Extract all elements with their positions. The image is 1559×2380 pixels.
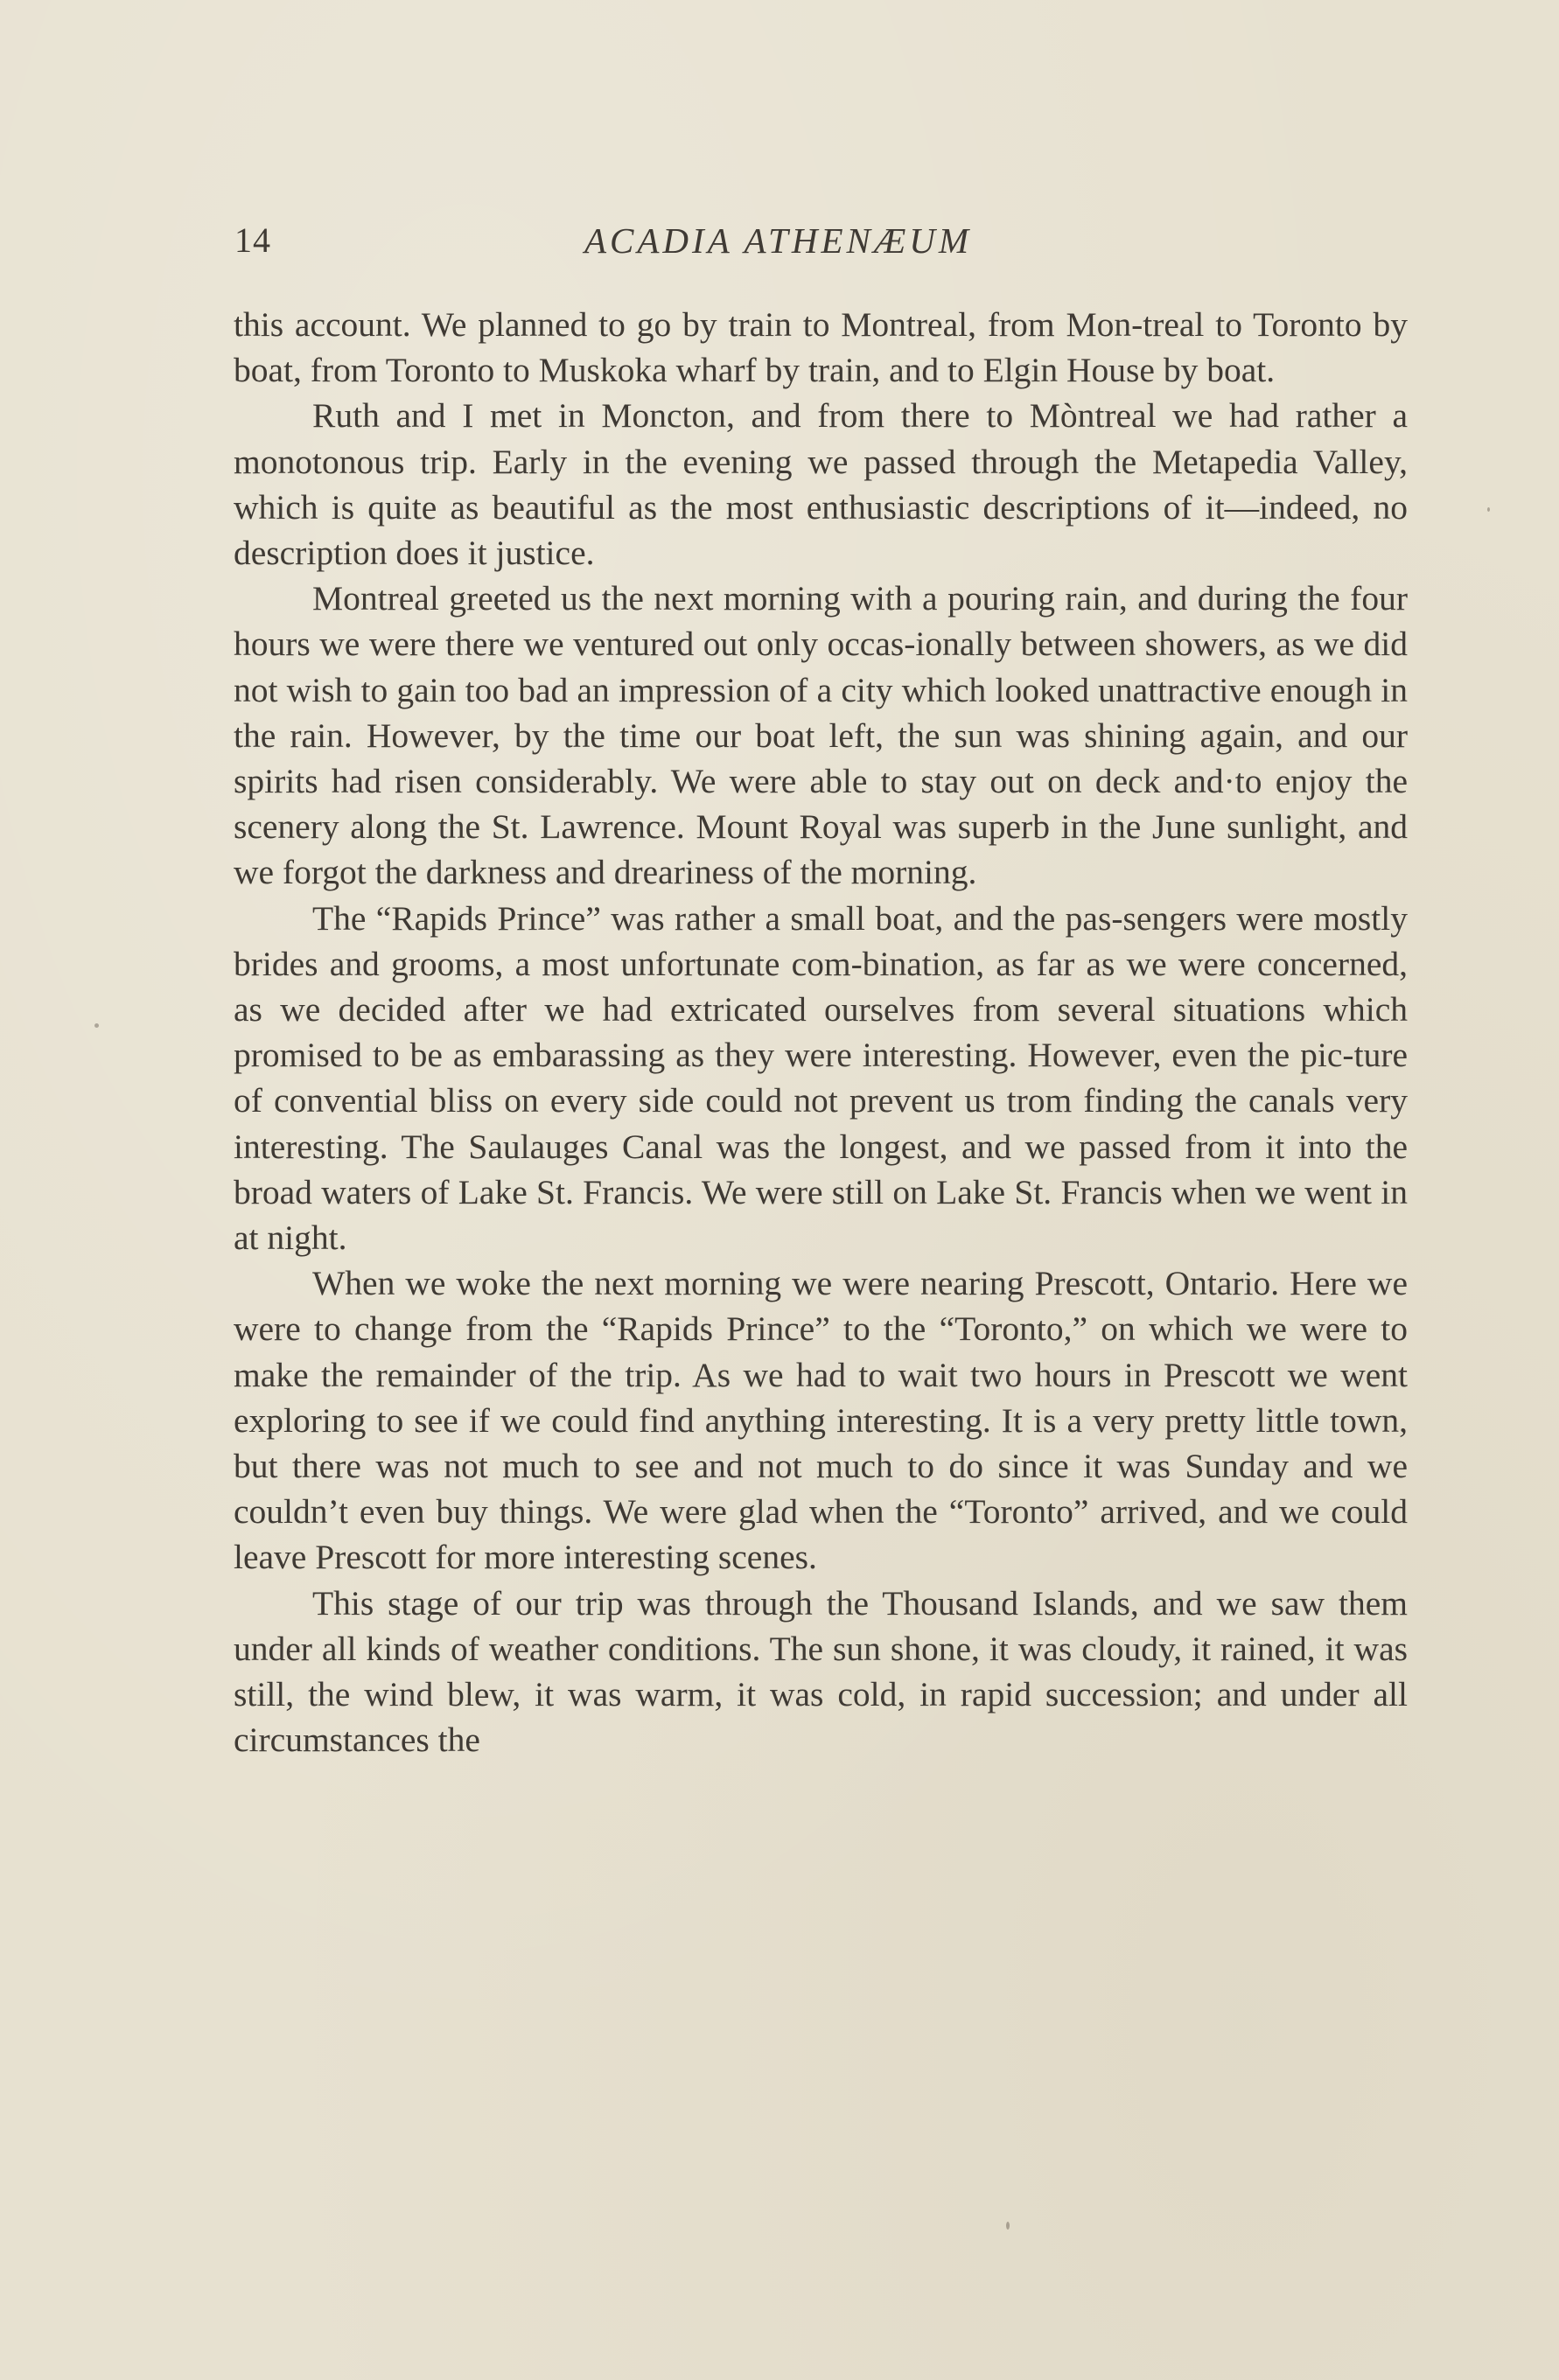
paragraph-1: this account. We planned to go by train to Montreal, from Mon-treal to Toronto by boat, from Toronto to Muskoka wharf by train, and to Elgin House by boat.	[234, 305, 1408, 390]
page-number: 14	[234, 220, 271, 260]
paragraph-6: This stage of our trip was through the Thousand Islands, and we saw them under all kinds of weather conditions. The sun shone, it was cloudy, it rained, it was still, the wind blew, it was warm, it was cold, in rapid succession; and under all circumstances the	[234, 1583, 1408, 1760]
paper-speck	[777, 639, 780, 644]
paragraph-3: Montreal greeted us the next morning with a pouring rain, and during the four hours we were there we ventured out only occas-ionally between showers, as we did not wish to gain too bad an impression of a city which looked unattractive enough in the rain. However, by the time our boat left, the sun was shining again, and our spirits had risen considerably. We were able to stay out on deck and·to enjoy the scenery along the St. Lawrence. Mount Royal was superb in the June sunlight, and we forgot the darkness and dreariness of the morning.	[234, 579, 1408, 892]
body-text	[234, 302, 1408, 1763]
page-header	[234, 214, 1407, 267]
paper-speck	[1487, 507, 1490, 512]
paragraph-4: The “Rapids Prince” was rather a small boat, and the pas-sengers were mostly brides and grooms, a most unfortunate com-bination, as far as we were concerned, as we decided after we had extricated ourselves from several situations which promised to be as embarassing as they were interesting. However, even the pic-ture of convential bliss on every side could not prevent us trom finding the canals very interesting. The Saulauges Canal was the longest, and we passed from it into the broad waters of Lake St. Francis. We were still on Lake St. Francis when we went in at night.	[234, 898, 1408, 1258]
paper-speck	[1006, 2222, 1010, 2230]
paper-speck	[94, 1023, 99, 1028]
running-title: ACADIA ATHENÆUM	[584, 220, 973, 261]
paragraph-2: Ruth and I met in Moncton, and from there to Mòntreal we had rather a monotonous trip. Early in the evening we passed through the Metapedia Valley, which is quite as beautiful as the most enthusiastic descriptions of it—indeed, no description does it justice.	[234, 396, 1408, 573]
paragraph-5: When we woke the next morning we were nearing Prescott, Ontario. Here we were to change from the “Rapids Prince” to the “Toronto,” on which we were to make the remainder of the trip. As we had to wait two hours in Prescott we went exploring to see if we could find anything interesting. It is a very pretty little town, but there was not much to see and not much to do since it was Sunday and we couldn’t even buy things. We were glad when the “Toronto” arrived, and we could leave Prescott for more interesting scenes.	[234, 1264, 1408, 1577]
